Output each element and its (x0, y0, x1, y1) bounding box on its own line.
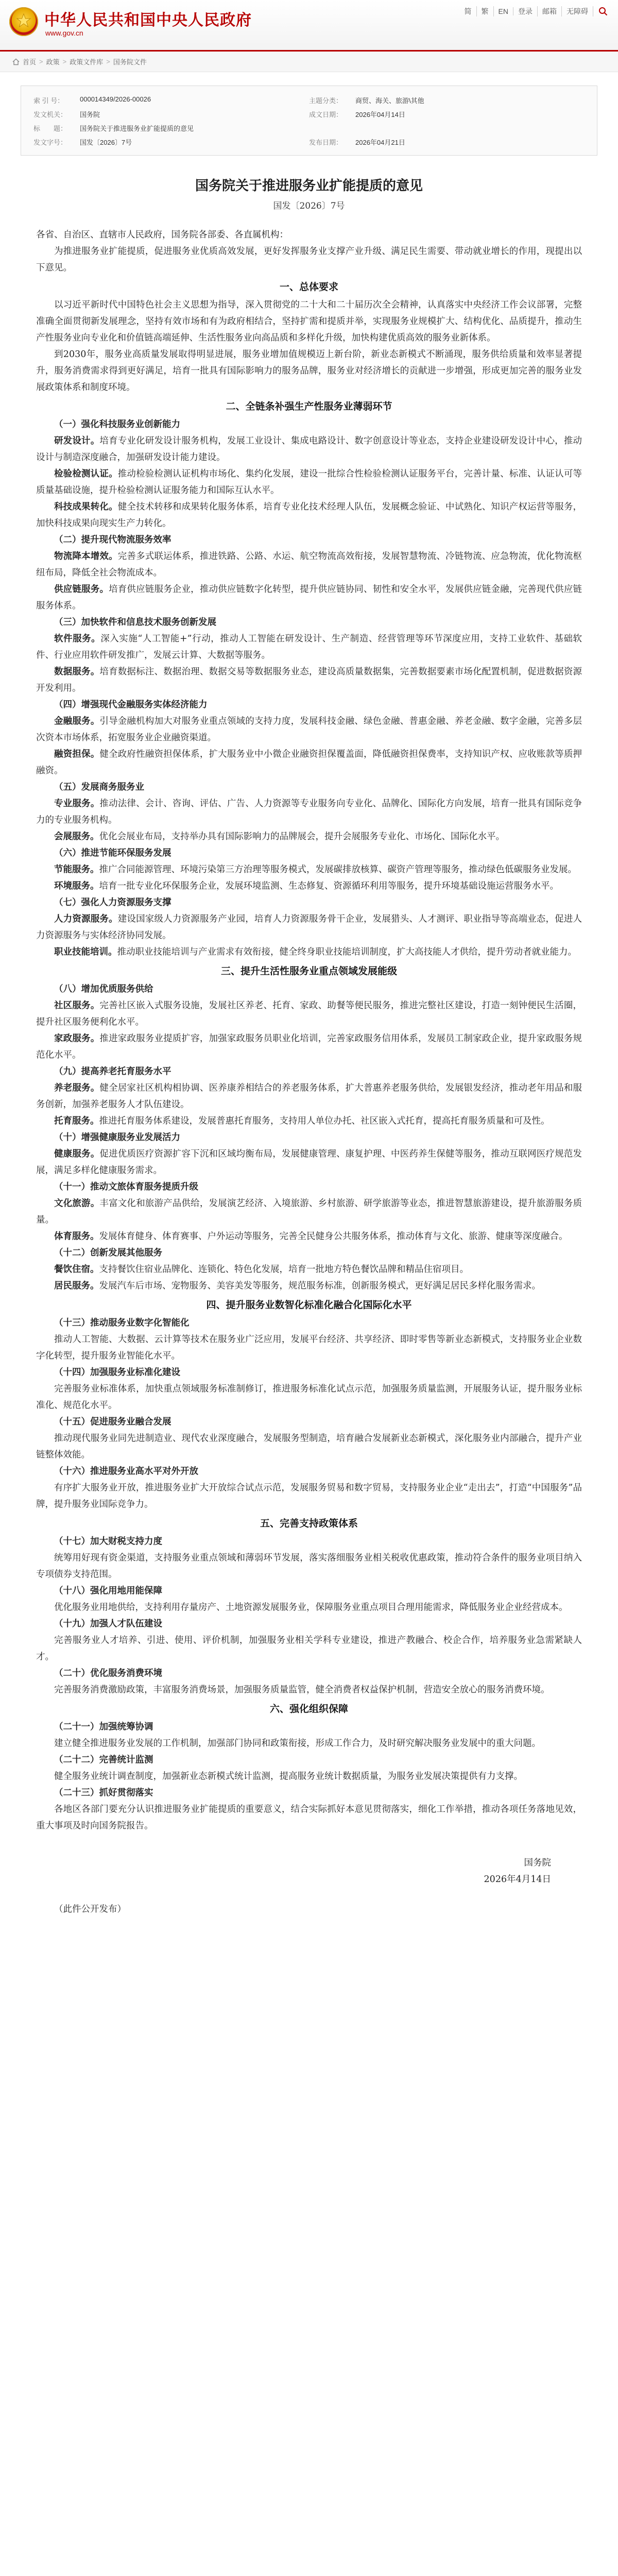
paragraph-text: 优化会展业布局，支持举办具有国际影响力的品牌展会，提升会展服务专业化、市场化、国际化水平。 (99, 832, 505, 842)
meta-key: 成文日期： (309, 111, 343, 118)
meta-value: 2026年04月14日 (355, 111, 405, 118)
paragraph (36, 1113, 582, 1129)
paragraph (36, 746, 582, 779)
section-heading: 三、提升生活性服务业重点领域发展能级 (220, 965, 397, 977)
paragraph-lead: 会展服务。 (54, 832, 99, 842)
subsection-heading: （八）增加优质服务供给 (54, 984, 153, 994)
subsection-heading: （九）提高养老托育服务水平 (54, 1066, 171, 1077)
paragraph-text: 培育供应链服务企业，推动供应链数字化转型，提升供应链协同、韧性和安全水平，发展供应链金融，完善现代供应链服务体系。 (36, 584, 582, 611)
paragraph-lead: 餐饮住宿。 (54, 1264, 99, 1275)
paragraph: 健全服务业统计调查制度，加强新业态新模式统计监测，提高服务业统计数据质量，为服务业发展决策提供有力支撑。 (54, 1771, 523, 1782)
breadcrumb (0, 52, 618, 72)
subsection-heading: （二十三）抓好贯彻落实 (54, 1788, 153, 1798)
meta-row (33, 93, 585, 107)
paragraph: 推动人工智能、大数据、云计算等技术在服务业广泛应用，发展平台经济、共享经济、即时零售等新业态新模式，支持服务业企业数字化转型，提升服务业智能化水平。 (36, 1334, 582, 1361)
paragraph-text: 发展汽车后市场、宠物服务、美容美发等服务，规范服务标准，创新服务模式，更好满足居民多样化服务需求。 (99, 1281, 541, 1291)
meta-value: 000014349/2026-00026 (80, 95, 151, 103)
breadcrumb-policy[interactable]: 政策 (46, 58, 60, 66)
utility-nav (460, 6, 608, 16)
paragraph: 完善服务业标准体系，加快重点领域服务标准制修订，推进服务标准化试点示范，加强服务质量监测，开展服务认证，提升服务业标准化、规范化水平。 (36, 1384, 582, 1411)
subsection-heading: （一）强化科技服务业创新能力 (54, 419, 180, 430)
addressee: 各省、自治区、直辖市人民政府，国务院各部委、各直属机构： (36, 230, 288, 240)
paragraph-lead: 专业服务。 (54, 799, 100, 809)
paragraph-lead: 人力资源服务。 (54, 914, 118, 924)
paragraph: 各地区各部门要充分认识推进服务业扩能提质的重要意义，结合实际抓好本意见贯彻落实，细化工作举措，推动各项任务落地见效，重大事项及时向国务院报告。 (36, 1804, 582, 1831)
subsection-heading: （十三）推动服务业数字化智能化 (54, 1318, 190, 1328)
paragraph (36, 944, 582, 960)
site-title[interactable]: 中华人民共和国中央人民政府 (44, 11, 252, 29)
paragraph-lead: 金融服务。 (54, 716, 100, 726)
search-icon[interactable] (598, 7, 608, 16)
paragraph-lead: 家政服务。 (54, 1033, 100, 1044)
paragraph (36, 911, 582, 944)
meta-row (33, 107, 585, 121)
paragraph (36, 466, 582, 499)
subsection-heading: （五）发展商务服务业 (54, 782, 144, 792)
document-metadata (21, 86, 597, 156)
paragraph-lead: 研发设计。 (54, 436, 100, 446)
nav-accessibility[interactable]: 无障碍 (562, 6, 593, 16)
paragraph-text: 推进托育服务体系建设，发展普惠托育服务，支持用人单位办托、社区嵌入式托育，提高托育服务质量和可及性。 (99, 1116, 550, 1126)
paragraph-text: 培育专业化研发设计服务机构，发展工业设计、集成电路设计、数字创意设计等业态，支持企业建设研发设计中心，推动设计与制造深度融合，加强研发设计能力建设。 (36, 436, 582, 463)
paragraph (36, 1030, 582, 1063)
subsection-heading: （十四）加强服务业标准化建设 (54, 1367, 180, 1378)
paragraph (36, 581, 582, 614)
subsection-heading: （十）增强健康服务业发展活力 (54, 1132, 180, 1143)
paragraph-text: 推广合同能源管理、环境污染第三方治理等服务模式，发展碳排放核算、碳资产管理等服务，推动绿色低碳服务业发展。 (99, 865, 577, 875)
home-icon (12, 58, 20, 65)
paragraph-lead: 社区服务。 (54, 1001, 100, 1011)
paragraph (36, 499, 582, 532)
paragraph (36, 828, 582, 845)
subsection-heading: （十六）推进服务业高水平对外开放 (54, 1466, 198, 1477)
paragraph-lead: 供应链服务。 (54, 584, 109, 595)
paragraph-lead: 节能服务。 (54, 865, 99, 875)
paragraph-lead: 养老服务。 (54, 1083, 100, 1093)
document-body (36, 227, 582, 1834)
paragraph-text: 发展体育健身、体育赛事、户外运动等服务，完善全民健身公共服务体系，推动体育与文化、旅游、健康等深度融合。 (99, 1231, 568, 1242)
paragraph-lead: 健康服务。 (54, 1149, 100, 1159)
document-content (0, 176, 618, 1918)
paragraph: 有序扩大服务业开放，推进服务业扩大开放综合试点示范，发展服务贸易和数字贸易，支持服务业企业“走出去”，打造“中国服务”品牌，提升服务业国际竞争力。 (36, 1483, 582, 1510)
paragraph-text: 引导金融机构加大对服务业重点领域的支持力度，发展科技金融、绿色金融、普惠金融、养老金融、数字金融，完善多层次资本市场体系，拓宽服务业企业融资渠道。 (36, 716, 582, 743)
paragraph (36, 878, 582, 894)
site-url: www.gov.cn (45, 29, 83, 37)
national-emblem-icon (9, 7, 38, 36)
paragraph-text: 健全居家社区机构相协调、医养康养相结合的养老服务体系，扩大普惠养老服务供给，发展银发经济，推动老年用品和服务创新，加强养老服务人才队伍建设。 (36, 1083, 582, 1110)
subsection-heading: （十八）强化用地用能保障 (54, 1586, 162, 1596)
paragraph-lead: 检验检测认证。 (54, 469, 118, 479)
paragraph-text: 健全技术转移和成果转化服务体系，培育专业化技术经理人队伍，发展概念验证、中试熟化、知识产权运营等服务，加快科技成果向现实生产力转化。 (36, 502, 582, 529)
subsection-heading: （二十一）加强统筹协调 (54, 1722, 153, 1732)
paragraph-text: 完善社区嵌入式服务设施，发展社区养老、托育、家政、助餐等便民服务，推进完整社区建设，打造一刻钟便民生活圈，提升社区服务便利化水平。 (36, 1001, 582, 1027)
subsection-heading: （十五）促进服务业融合发展 (54, 1417, 171, 1427)
breadcrumb-separator: > (39, 58, 43, 65)
meta-value: 国发〔2026〕7号 (80, 139, 132, 146)
subsection-heading: （六）推进节能环保服务发展 (54, 848, 171, 858)
section-heading: 二、全链条补强生产性服务业薄弱环节 (226, 401, 392, 412)
breadcrumb-policy-library[interactable]: 政策文件库 (70, 58, 104, 66)
subsection-heading: （四）增强现代金融服务实体经济能力 (54, 700, 208, 710)
paragraph-text: 推进家政服务业提质扩容，加强家政服务员职业化培训，完善家政服务信用体系，发展员工制家政企业，提升家政服务规范化水平。 (36, 1033, 582, 1060)
subsection-heading: （七）强化人力资源服务支撑 (54, 897, 171, 908)
subsection-heading: （十九）加强人才队伍建设 (54, 1619, 162, 1629)
nav-traditional[interactable]: 繁 (477, 6, 494, 16)
nav-english[interactable]: EN (494, 7, 513, 15)
meta-value: 国务院关于推进服务业扩能提质的意见 (80, 125, 194, 132)
nav-login[interactable]: 登录 (513, 6, 538, 16)
paragraph (36, 548, 582, 581)
document-number: 国发〔2026〕7号 (273, 201, 345, 211)
paragraph-text: 深入实施“人工智能+”行动，推动人工智能在研发设计、生产制造、经营管理等环节深度应用，支持工业软件、基础软件、行业应用软件研发推广，发展云计算、大数据等服务。 (36, 634, 582, 660)
breadcrumb-separator: > (106, 58, 110, 65)
paragraph-lead: 文化旅游。 (54, 1198, 100, 1209)
meta-value: 商贸、海关、旅游\其他 (355, 97, 424, 105)
paragraph-text: 支持餐饮住宿业品牌化、连锁化、特色化发展，培育一批地方特色餐饮品牌和精品住宿项目。 (99, 1264, 469, 1275)
paragraph-lead: 托育服务。 (54, 1116, 99, 1126)
meta-row (33, 121, 585, 135)
subsection-heading: （二）提升现代物流服务效率 (54, 535, 171, 545)
subsection-heading: （二十二）完善统计监测 (54, 1755, 153, 1765)
subsection-heading: （二十）优化服务消费环境 (54, 1668, 162, 1679)
meta-key: 发文机关： (33, 111, 67, 118)
meta-key: 发布日期： (309, 139, 343, 146)
subsection-heading: （十二）创新发展其他服务 (54, 1248, 162, 1258)
breadcrumb-home[interactable]: 首页 (23, 58, 37, 66)
paragraph-lead: 软件服务。 (54, 634, 101, 644)
section-heading: 六、强化组织保障 (269, 1703, 348, 1715)
paragraph (36, 1228, 582, 1245)
paragraph (36, 997, 582, 1030)
meta-key: 标 题： (33, 125, 67, 132)
paragraph: 以习近平新时代中国特色社会主义思想为指导，深入贯彻党的二十大和二十届历次全会精神，认真落实中央经济工作会议部署，完整准确全面贯彻新发展理念，坚持有效市场和有为政府相结合，坚持扩需和提质并举，实现服务业规模扩大、结构优化、品质提升，推动生产性服务业向专业化和价值链高端延伸、生活性服务业向高品质和多样化升级，加快构建优质高效的服务业新体系。 (36, 300, 582, 343)
paragraph-text: 推动法律、会计、咨询、评估、广告、人力资源等专业服务向专业化、品牌化、国际化方向发展，培育一批具有国际竞争力的专业服务机构。 (36, 799, 582, 825)
paragraph-text: 促进优质医疗资源扩容下沉和区域均衡布局，发展健康管理、康复护理、中医药养生保健等服务，推动互联网医疗规范发展，满足多样化健康服务需求。 (36, 1149, 582, 1176)
meta-key: 发文字号： (33, 139, 67, 146)
breadcrumb-state-council-docs[interactable]: 国务院文件 (113, 58, 147, 66)
paragraph-text: 培育数据标注、数据治理、数据交易等数据服务业态，建设高质量数据集，完善数据要素市场化配置机制，促进数据资源开发利用。 (36, 667, 582, 693)
paragraph (36, 1146, 582, 1179)
section-heading: 四、提升服务业数智化标准化融合化国际化水平 (206, 1299, 412, 1311)
paragraph: 优化服务业用地供给，支持利用存量房产、土地资源发展服务业，保障服务业重点项目合理用能需求，降低服务业企业经营成本。 (54, 1602, 568, 1613)
section-heading: 五、完善支持政策体系 (260, 1518, 358, 1529)
paragraph (36, 433, 582, 466)
paragraph (36, 1195, 582, 1228)
paragraph-lead: 物流降本增效。 (54, 551, 118, 562)
paragraph: 完善服务业人才培养、引进、使用、评价机制，加强服务业相关学科专业建设，推进产教融合、校企合作，培养服务业急需紧缺人才。 (36, 1635, 582, 1662)
paragraph: 推动现代服务业同先进制造业、现代农业深度融合，发展服务型制造，培育融合发展新业态新模式，深化服务业内部融合，提升产业链整体效能。 (36, 1433, 582, 1460)
paragraph-text: 完善多式联运体系，推进铁路、公路、水运、航空物流高效衔接，发展智慧物流、冷链物流、应急物流，优化物流枢纽布局，降低全社会物流成本。 (36, 551, 582, 578)
signature-issuer: 国务院 (524, 1858, 551, 1868)
signature-date: 2026年4月14日 (484, 1874, 551, 1885)
breadcrumb-separator: > (62, 58, 67, 65)
nav-simplified[interactable]: 简 (460, 6, 477, 16)
section-heading: 一、总体要求 (279, 281, 338, 293)
paragraph-text: 健全政府性融资担保体系，扩大服务业中小微企业融资担保覆盖面，降低融资担保费率，支持知识产权、应收账款等质押融资。 (36, 749, 582, 776)
meta-key: 主题分类： (309, 97, 343, 105)
subsection-heading: （三）加快软件和信息技术服务创新发展 (54, 617, 216, 628)
meta-value: 国务院 (80, 111, 100, 118)
paragraph (36, 861, 582, 878)
paragraph-text: 丰富文化和旅游产品供给，发展演艺经济、入境旅游、乡村旅游、研学旅游等业态，推进智慧旅游建设，提升旅游服务质量。 (36, 1198, 582, 1225)
paragraph-text: 推动职业技能培训与产业需求有效衔接，健全终身职业技能培训制度，扩大高技能人才供给，提升劳动者就业能力。 (117, 947, 577, 957)
paragraph (36, 713, 582, 746)
subsection-heading: （十七）加大财税支持力度 (54, 1536, 162, 1547)
paragraph: 统筹用好现有资金渠道，支持服务业重点领域和薄弱环节发展，落实落细服务业相关税收优惠政策，推动符合条件的服务业项目纳入专项债券支持范围。 (36, 1553, 582, 1580)
document-title: 国务院关于推进服务业扩能提质的意见 (195, 178, 423, 194)
paragraph-lead: 环境服务。 (54, 881, 99, 891)
paragraph (36, 631, 582, 664)
paragraph-text: 建设国家级人力资源服务产业园，培育人力资源服务骨干企业，发展猎头、人才测评、职业指导等高端业态，促进人力资源服务与实体经济协同发展。 (36, 914, 582, 941)
meta-row (33, 135, 585, 149)
paragraph-text: 培育一批专业化环保服务企业，发展环境监测、生态修复、资源循环利用等服务，提升环境基础设施运营服务水平。 (99, 881, 559, 891)
paragraph (36, 1278, 582, 1294)
paragraph (36, 1261, 582, 1278)
paragraph-lead: 职业技能培训。 (54, 947, 117, 957)
paragraph (36, 795, 582, 828)
paragraph-lead: 居民服务。 (54, 1281, 99, 1291)
paragraph: 完善服务消费激励政策，丰富服务消费场景，加强服务质量监管，健全消费者权益保护机制，营造安全放心的服务消费环境。 (54, 1685, 550, 1695)
paragraph: 建立健全推进服务业发展的工作机制，加强部门协同和政策衔接，形成工作合力，及时研究解决服务业发展中的重大问题。 (54, 1738, 541, 1749)
publish-note: （此件公开发布） (54, 1904, 126, 1914)
paragraph-lead: 融资担保。 (54, 749, 100, 759)
paragraph: 为推进服务业扩能提质，促进服务业优质高效发展，更好发挥服务业支撑产业升级、满足民生需要、带动就业增长的作用，现提出以下意见。 (36, 246, 582, 273)
nav-mail[interactable]: 邮箱 (538, 6, 562, 16)
paragraph (36, 664, 582, 697)
meta-value: 2026年04月21日 (355, 139, 405, 146)
paragraph: 到2030年，服务业高质量发展取得明显进展，服务业增加值规模迈上新台阶，新业态新模式不断涌现，服务供给质量和效率显著提升，服务消费需求得到更好满足，培育一批具有国际影响力的服务品牌，服务业对经济增长的贡献进一步增强，形成更加完善的服务业发展政策体系和制度环境。 (36, 349, 582, 393)
paragraph (36, 1080, 582, 1113)
subsection-heading: （十一）推动文旅体育服务提质升级 (54, 1182, 198, 1192)
paragraph-lead: 科技成果转化。 (54, 502, 118, 512)
meta-key: 索 引 号： (33, 97, 64, 105)
paragraph-lead: 数据服务。 (54, 667, 100, 677)
paragraph-lead: 体育服务。 (54, 1231, 99, 1242)
paragraph-text: 推动检验检测认证机构市场化、集约化发展，建设一批综合性检验检测认证服务平台，完善计量、标准、认证认可等质量基础设施，提升检验检测认证服务能力和国际互认水平。 (36, 469, 582, 496)
site-header (0, 0, 618, 52)
